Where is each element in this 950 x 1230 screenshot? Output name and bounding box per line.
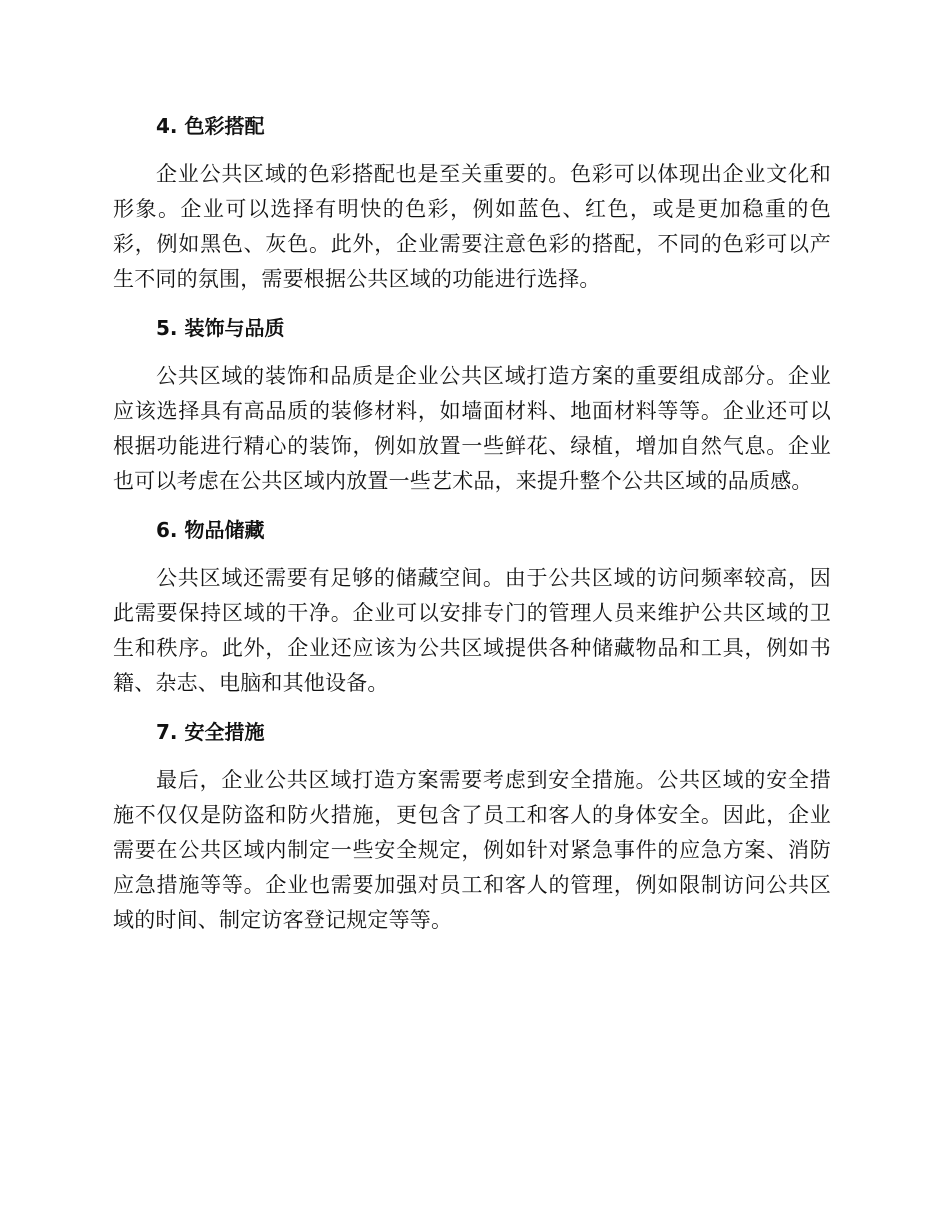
document-body [113, 108, 831, 951]
section-heading-storage: 6. 物品储藏 [156, 518, 265, 542]
section-paragraph-storage: 公共区域还需要有足够的储藏空间。由于公共区域的访问频率较高，因此需要保持区域的干净。企业可以安排专门的管理人员来维护公共区域的卫生和秩序。此外，企业还应该为公共区域提供各种储藏物品和工具，例如书籍、杂志、电脑和其他设备。 [113, 566, 831, 695]
section-heading-safety: 7. 安全措施 [156, 720, 265, 744]
section-paragraph-color: 企业公共区域的色彩搭配也是至关重要的。色彩可以体现出企业文化和形象。企业可以选择有明快的色彩，例如蓝色、红色，或是更加稳重的色彩，例如黑色、灰色。此外，企业需要注意色彩的搭配，不同的色彩可以产生不同的氛围，需要根据公共区域的功能进行选择。 [113, 162, 831, 291]
section-heading-color: 4. 色彩搭配 [156, 114, 265, 138]
section-paragraph-decoration: 公共区域的装饰和品质是企业公共区域打造方案的重要组成部分。企业应该选择具有高品质的装修材料，如墙面材料、地面材料等等。企业还可以根据功能进行精心的装饰，例如放置一些鲜花、绿植，增加自然气息。企业也可以考虑在公共区域内放置一些艺术品，来提升整个公共区域的品质感。 [113, 364, 831, 493]
section-heading-decoration: 5. 装饰与品质 [156, 316, 285, 340]
section-paragraph-safety: 最后，企业公共区域打造方案需要考虑到安全措施。公共区域的安全措施不仅仅是防盗和防火措施，更包含了员工和客人的身体安全。因此，企业需要在公共区域内制定一些安全规定，例如针对紧急事件的应急方案、消防应急措施等等。企业也需要加强对员工和客人的管理，例如限制访问公共区域的时间、制定访客登记规定等等。 [113, 768, 831, 932]
